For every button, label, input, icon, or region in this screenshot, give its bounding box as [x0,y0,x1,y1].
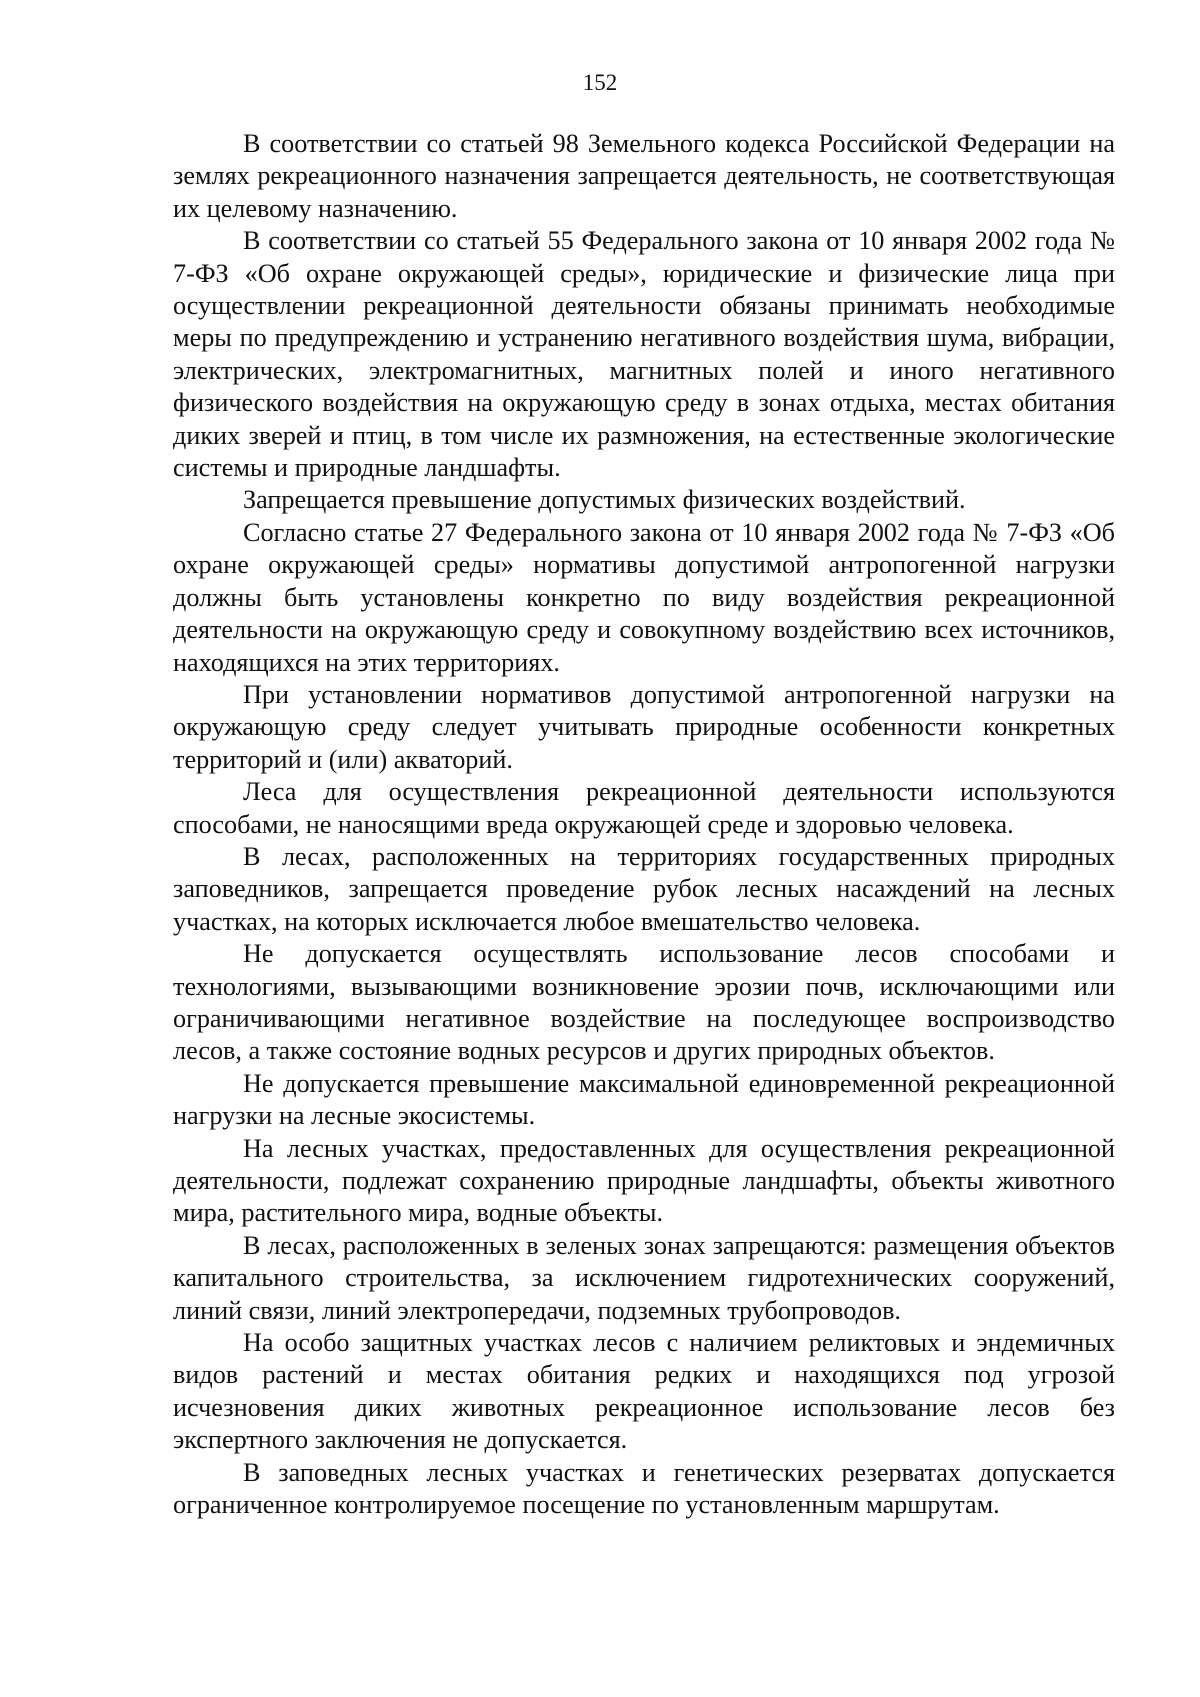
paragraph: Не допускается осуществлять использование лесов способами и технологиями, вызывающими возникновение эрозии почв, исключающими или ограничивающими негативное воздействие на последующее воспроизводство лесов, а также состояние водных ресурсов и других природных объектов. [173,939,1115,1066]
paragraph: Запрещается превышение допустимых физических воздействий. [243,485,966,515]
paragraph: Не допускается превышение максимальной единовременной рекреационной нагрузки на лесные экосистемы. [173,1068,1115,1131]
paragraph: В лесах, расположенных в зеленых зонах запрещаются: размещения объектов капитального строительства, за исключением гидротехнических сооружений, линий связи, линий электропередачи, подземных трубопроводов. [173,1230,1115,1325]
page-number: 152 [582,70,618,95]
paragraph: На лесных участках, предоставленных для осуществления рекреационной деятельности, подлежат сохранению природные ландшафты, объекты животного мира, растительного мира, водные объекты. [173,1133,1115,1228]
paragraph: В соответствии со статьей 55 Федерального закона от 10 января 2002 года № 7-ФЗ «Об охране окружающей среды», юридические и физические лица при осуществлении рекреационной деятельности обязаны принимать необходимые меры по предупреждению и устранению негативного воздействия шума, вибрации, электрических, электромагнитных, магнитных полей и иного негативного физического воздействия на окружающую среду в зонах отдыха, местах обитания диких зверей и птиц, в том числе их размножения, на естественные экологические системы и природные ландшафты. [173,226,1115,483]
paragraph: При установлении нормативов допустимой антропогенной нагрузки на окружающую среду следует учитывать природные особенности конкретных территорий и (или) акваторий. [173,679,1115,774]
paragraph: Согласно статье 27 Федерального закона от 10 января 2002 года № 7-ФЗ «Об охране окружающей среды» нормативы допустимой антропогенной нагрузки должны быть установлены конкретно по виду воздействия рекреационной деятельности на окружающую среду и совокупному воздействию всех источников, находящихся на этих территориях. [173,517,1115,677]
paragraph: В заповедных лесных участках и генетических резерватах допускается ограниченное контролируемое посещение по установленным маршрутам. [173,1457,1115,1520]
paragraph: На особо защитных участках лесов с наличием реликтовых и эндемичных видов растений и местах обитания редких и находящихся под угрозой исчезновения диких животных рекреационное использование лесов без экспертного заключения не допускается. [173,1328,1115,1455]
paragraph: Леса для осуществления рекреационной деятельности используются способами, не наносящими вреда окружающей среде и здоровью человека. [173,777,1115,839]
paragraph: В лесах, расположенных на территориях государственных природных заповедников, запрещается проведение рубок лесных насаждений на лесных участках, на которых исключается любое вмешательство человека. [173,841,1115,936]
body-text [173,128,1115,1521]
paragraph: В соответствии со статьей 98 Земельного кодекса Российской Федерации на землях рекреационного назначения запрещается деятельность, не соответствующая их целевому назначению. [173,129,1115,223]
